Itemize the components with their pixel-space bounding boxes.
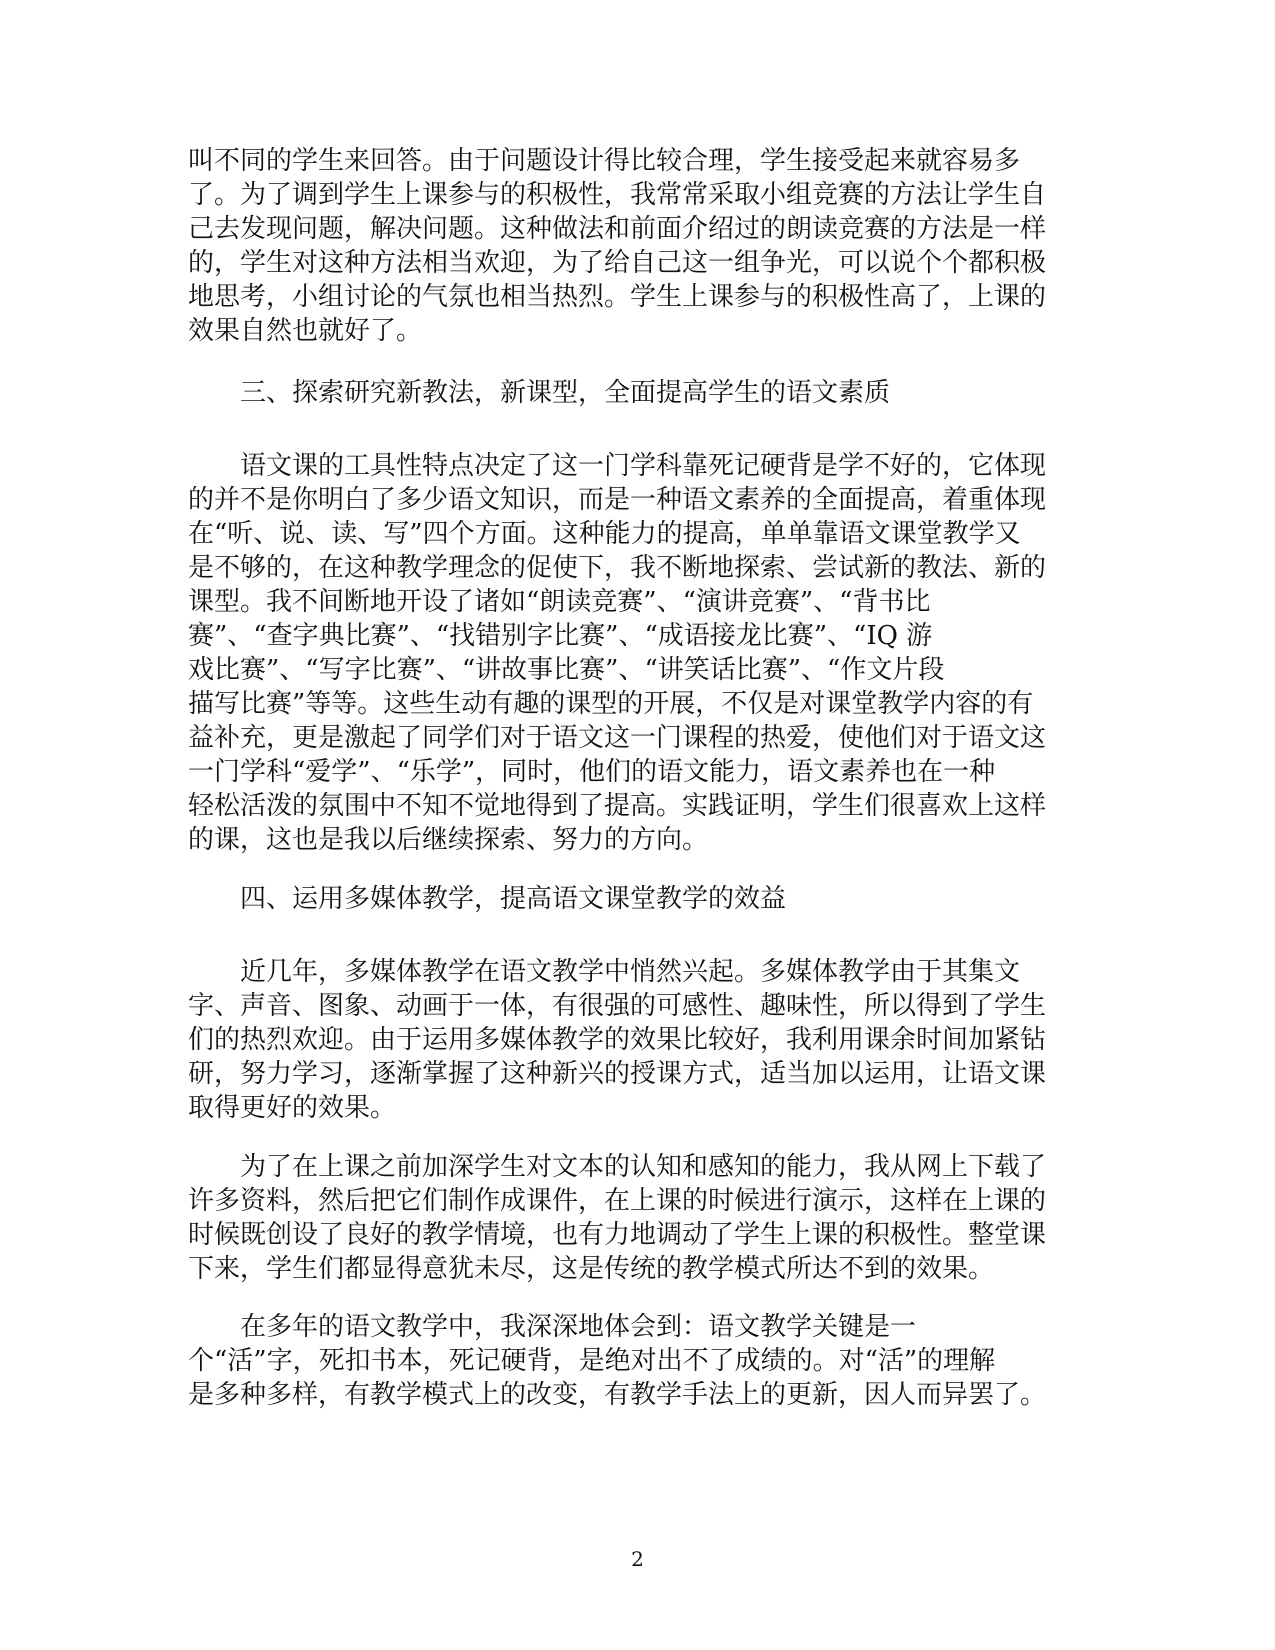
heading-text: 四、运用多媒体教学，提高语文课堂教学的效益: [240, 884, 787, 914]
paragraph-4: [188, 1150, 1088, 1286]
text-line: 地思考，小组讨论的气氛也相当热烈。学生上课参与的积极性高了，上课的: [188, 282, 1047, 312]
text-line: 时候既创设了良好的教学情境，也有力地调动了学生上课的积极性。整堂课: [188, 1220, 1047, 1250]
text-line: 课型。我不间断地开设了诸如“朗读竞赛”、“演讲竞赛”、“背书比: [188, 587, 931, 617]
heading-text: 三、探索研究新教法，新课型，全面提高学生的语文素质: [240, 378, 891, 408]
text-line: 戏比赛”、“写字比赛”、“讲故事比赛”、“讲笑话比赛”、“作文片段: [188, 655, 945, 685]
text-line: 是不够的，在这种教学理念的促使下，我不断地探索、尝试新的教法、新的: [188, 553, 1047, 583]
text-line: 语文课的工具性特点决定了这一门学科靠死记硬背是学不好的，它体现: [240, 451, 1047, 481]
text-line: 们的热烈欢迎。由于运用多媒体教学的效果比较好，我利用课余时间加紧钻: [188, 1025, 1047, 1055]
paragraph-1: [188, 144, 1088, 348]
text-line: 下来，学生们都显得意犹未尽，这是传统的教学模式所达不到的效果。: [188, 1254, 995, 1284]
text-line: 个“活”字，死扣书本，死记硬背，是绝对出不了成绩的。对“活”的理解: [188, 1346, 996, 1376]
text-line: 在“听、说、读、写”四个方面。这种能力的提高，单单靠语文课堂教学又: [188, 519, 1021, 549]
paragraph-2: [188, 449, 1088, 857]
text-line: 的，学生对这种方法相当欢迎，为了给自己这一组争光，可以说个个都积极: [188, 248, 1047, 278]
text-line: 为了在上课之前加深学生对文本的认知和感知的能力，我从网上下载了: [240, 1152, 1047, 1182]
page-number: 2: [631, 1547, 644, 1571]
text-line: 了。为了调到学生上课参与的积极性，我常常采取小组竞赛的方法让学生自: [188, 180, 1047, 210]
text-line: 益补充，更是激起了同学们对于语文这一门课程的热爱，使他们对于语文这: [188, 723, 1047, 753]
text-line: 的并不是你明白了多少语文知识，而是一种语文素养的全面提高，着重体现: [188, 485, 1047, 515]
paragraph-5: [188, 1310, 1088, 1412]
text-line: 叫不同的学生来回答。由于问题设计得比较合理，学生接受起来就容易多: [188, 146, 1021, 176]
text-line: 赛”、“查字典比赛”、“找错别字比赛”、“成语接龙比赛”、“IQ 游: [188, 621, 933, 651]
text-line: 己去发现问题，解决问题。这种做法和前面介绍过的朗读竞赛的方法是一样: [188, 214, 1047, 244]
paragraph-3: [188, 955, 1088, 1125]
text-line: 的课，这也是我以后继续探索、努力的方向。: [188, 825, 709, 855]
text-line: 是多种多样，有教学模式上的改变，有教学手法上的更新，因人而异罢了。: [188, 1380, 1047, 1410]
text-line: 字、声音、图象、动画于一体，有很强的可感性、趣味性，所以得到了学生: [188, 991, 1047, 1021]
text-line: 近几年，多媒体教学在语文教学中悄然兴起。多媒体教学由于其集文: [240, 957, 1021, 987]
text-line: 取得更好的效果。: [188, 1093, 397, 1123]
text-line: 在多年的语文教学中，我深深地体会到：语文教学关键是一: [240, 1312, 917, 1342]
text-line: 轻松活泼的氛围中不知不觉地得到了提高。实践证明，学生们很喜欢上这样: [188, 791, 1047, 821]
section-heading-3: [188, 376, 1088, 410]
text-line: 研，努力学习，逐渐掌握了这种新兴的授课方式，适当加以运用，让语文课: [188, 1059, 1047, 1089]
text-line: 描写比赛”等等。这些生动有趣的课型的开展，不仅是对课堂教学内容的有: [188, 689, 1034, 719]
text-line: 一门学科“爱学”、“乐学”，同时，他们的语文能力，语文素养也在一种: [188, 757, 996, 787]
text-line: 许多资料，然后把它们制作成课件，在上课的时候进行演示，这样在上课的: [188, 1186, 1047, 1216]
section-heading-4: [188, 882, 1088, 916]
text-line: 效果自然也就好了。: [188, 316, 423, 346]
